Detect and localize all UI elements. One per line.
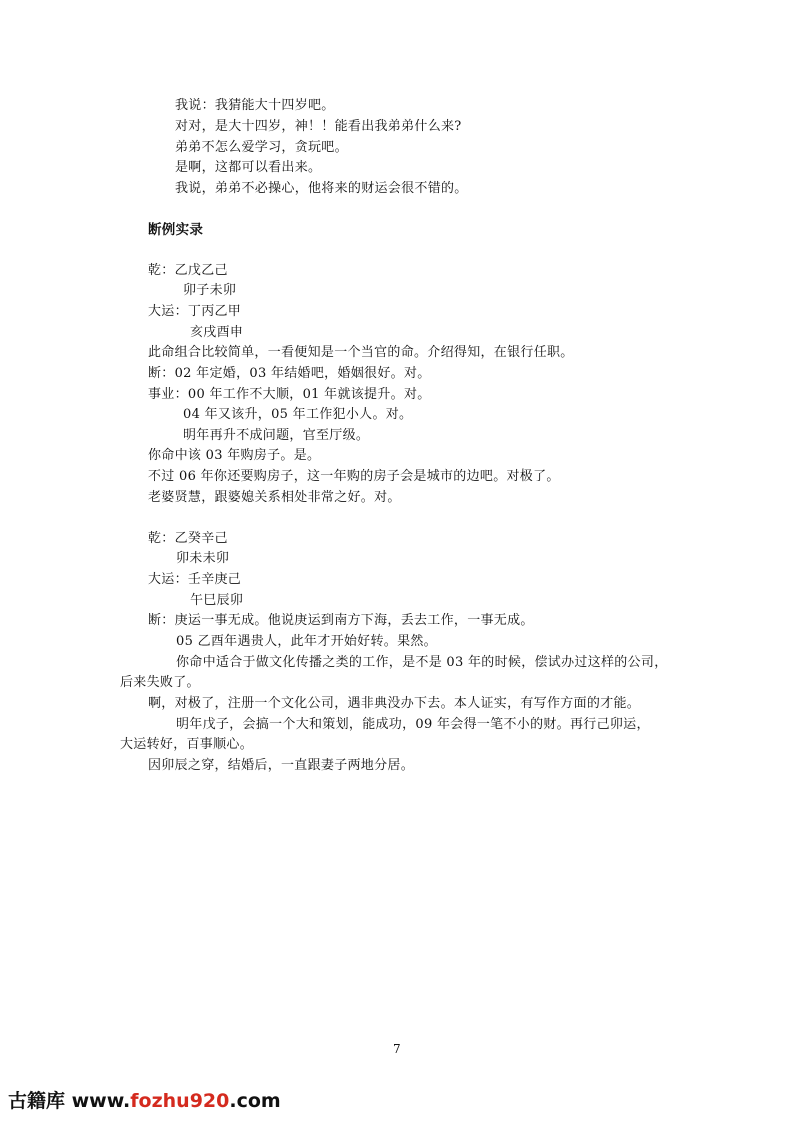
text-line: 你命中适合于做文化传播之类的工作，是不是 03 年的时候，偿试办过这样的公司， — [176, 655, 668, 670]
text-line: 我说：我猜能大十四岁吧。 — [175, 98, 335, 113]
text-line: 卯子未卯 — [183, 283, 237, 298]
text-line: 此命组合比较简单，一看便知是一个当官的命。介绍得知，在银行任职。 — [148, 345, 574, 360]
text-line: 05 乙酉年遇贵人，此年才开始好转。果然。 — [176, 634, 437, 649]
site-domain: fozhu920 — [130, 1090, 230, 1112]
text-line: 你命中该 03 年购房子。是。 — [148, 448, 321, 463]
site-watermark — [8, 1086, 281, 1113]
text-line: 断：庚运一事无成。他说庚运到南方下海，丢去工作，一事无成。 — [148, 613, 534, 628]
text-line: 后来失败了。 — [120, 675, 200, 690]
page-number: 7 — [393, 1042, 401, 1056]
site-suffix: .com — [229, 1090, 281, 1112]
text-line: 大运：壬辛庚己 — [148, 572, 242, 587]
section-heading: 断例实录 — [148, 222, 204, 238]
text-line: 乾：乙戊乙己 — [148, 263, 228, 278]
site-name: 古籍库 www. — [8, 1090, 131, 1112]
text-line: 明年戊子，会搞一个大和策划，能成功，09 年会得一笔不小的财。再行己卯运， — [176, 717, 650, 732]
text-line: 老婆贤慧，跟婆媳关系相处非常之好。对。 — [148, 490, 401, 505]
text-line: 我说，弟弟不必操心，他将来的财运会很不错的。 — [175, 181, 468, 196]
text-line: 大运：丁丙乙甲 — [148, 304, 242, 319]
text-line: 因卯辰之穿，结婚后，一直跟妻子两地分居。 — [148, 758, 415, 773]
text-line: 啊，对极了，注册一个文化公司，遇非典没办下去。本人证实，有写作方面的才能。 — [148, 696, 641, 711]
text-line: 是啊，这都可以看出来。 — [175, 160, 322, 175]
text-line: 弟弟不怎么爱学习，贪玩吧。 — [175, 140, 348, 155]
text-line: 对对，是大十四岁，神！！能看出我弟弟什么来? — [175, 119, 462, 134]
text-line: 明年再升不成问题，官至厅级。 — [183, 428, 370, 443]
text-line: 事业：00 年工作不大顺，01 年就该提升。对。 — [148, 387, 431, 402]
text-line: 大运转好，百事顺心。 — [120, 737, 254, 752]
text-line: 乾：乙癸辛己 — [148, 531, 228, 546]
text-line: 午巳辰卯 — [190, 593, 244, 608]
text-line: 断：02 年定婚，03 年结婚吧，婚姻很好。对。 — [148, 366, 431, 381]
text-line: 卯未未卯 — [176, 551, 230, 566]
text-line: 亥戌酉申 — [190, 325, 244, 340]
text-line: 不过 06 年你还要购房子，这一年购的房子会是城市的边吧。对极了。 — [148, 469, 560, 484]
text-line: 04 年又该升，05 年工作犯小人。对。 — [183, 407, 413, 422]
